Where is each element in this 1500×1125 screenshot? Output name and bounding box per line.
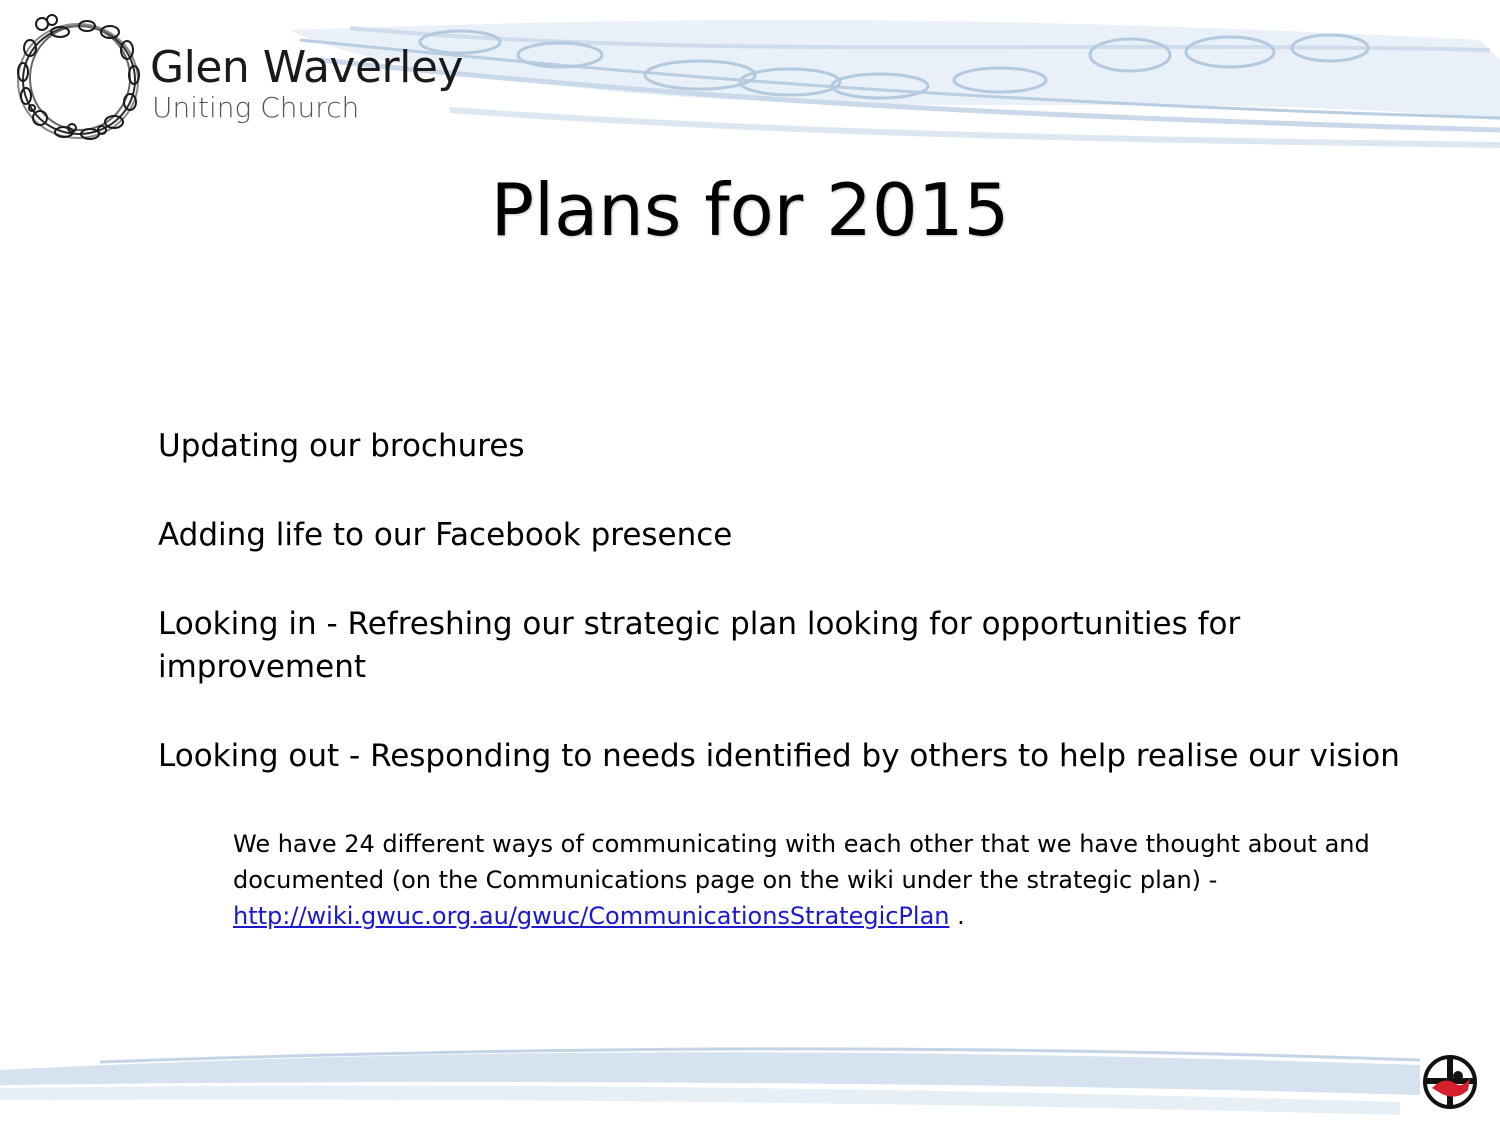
circle-chain-emblem-icon bbox=[12, 10, 147, 145]
bullet-facebook: Adding life to our Facebook presence bbox=[158, 517, 733, 553]
logo-name: Glen Waverley bbox=[150, 42, 463, 93]
bullet-looking-in: Looking in - Refreshing our strategic plan looking for opportunities for improvement bbox=[158, 606, 1241, 685]
bullet-list bbox=[158, 425, 1428, 824]
bullet-looking-out: Looking out - Responding to needs identified by others to help realise our vision bbox=[158, 738, 1400, 774]
bullet-brochures: Updating our brochures bbox=[158, 428, 525, 464]
footer-wave-decoration bbox=[0, 1040, 1500, 1125]
church-logo bbox=[150, 44, 463, 124]
communications-note bbox=[233, 826, 1383, 934]
note-suffix: . bbox=[949, 902, 965, 930]
note-text: We have 24 different ways of communicating with each other that we have thought about and documented (on the Communications page on the wiki under the strategic plan) - bbox=[233, 830, 1370, 894]
logo-subtitle: Uniting Church bbox=[152, 91, 360, 124]
slide-title: Plans for 2015 bbox=[490, 168, 1010, 252]
strategic-plan-link[interactable]: http://wiki.gwuc.org.au/gwuc/CommunicationsStrategicPlan bbox=[233, 902, 950, 930]
uniting-church-cross-icon bbox=[1422, 1054, 1478, 1110]
